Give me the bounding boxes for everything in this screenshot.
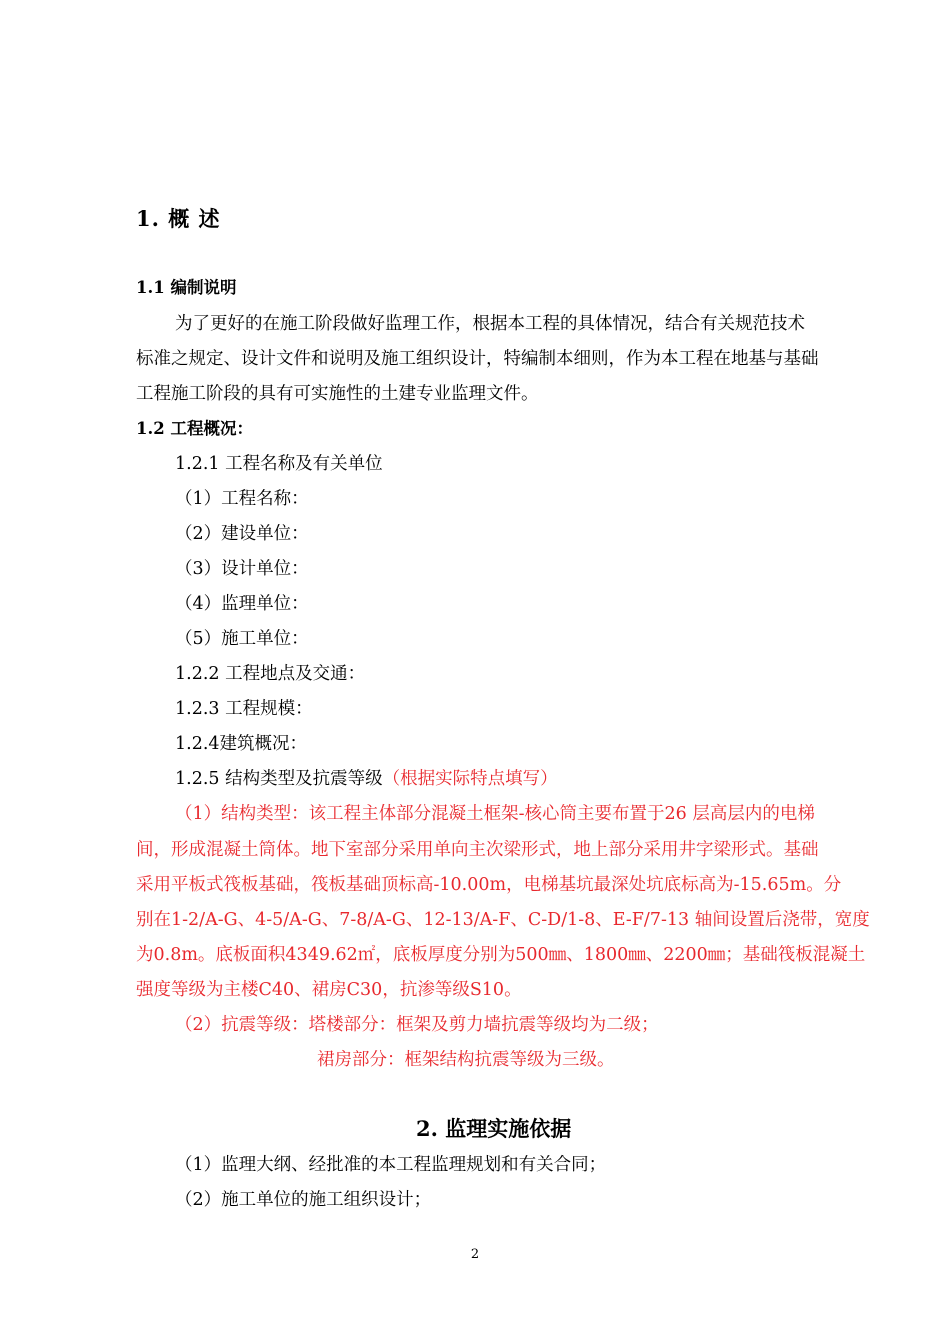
structure-paragraph-line: 别在1-2/A-G、4-5/A-G、7-8/A-G、12-13/A-F、C-D/1-8、E-F/7-13 轴间设置后浇带，宽度	[136, 910, 870, 930]
subsection-1-2-5	[175, 767, 558, 791]
section-heading-basis: 2. 监理实施依据	[416, 1116, 572, 1141]
structure-paragraph-line: （1）结构类型：该工程主体部分混凝土框架-核心筒主要布置于26 层高层内的电梯	[175, 804, 815, 824]
list-item: （5）施工单位：	[175, 629, 309, 649]
fill-in-note: （根据实际特点填写）	[382, 769, 558, 789]
paragraph-line: 标准之规定、设计文件和说明及施工组织设计，特编制本细则，作为本工程在地基与基础	[136, 349, 819, 369]
list-item: （4）监理单位：	[175, 594, 309, 614]
list-item: （1）监理大纲、经批准的本工程监理规划和有关合同；	[175, 1155, 607, 1175]
paragraph-line: 工程施工阶段的具有可实施性的土建专业监理文件。	[136, 384, 539, 404]
subsection-title-1-2: 1.2 工程概况：	[136, 419, 253, 438]
list-item: （3）设计单位：	[175, 559, 309, 579]
subsection-1-2-4: 1.2.4建筑概况：	[175, 734, 308, 754]
list-item: （2）施工单位的施工组织设计；	[175, 1190, 432, 1210]
subsection-1-2-5-title: 1.2.5 结构类型及抗震等级	[175, 769, 383, 789]
structure-paragraph-line: 采用平板式筏板基础，筏板基础顶标高-10.00m，电梯基坑最深处坑底标高为-15.65m。分	[136, 875, 842, 895]
subsection-title-1-1: 1.1 编制说明	[136, 278, 237, 297]
section-heading-overview: 1. 概 述	[136, 206, 221, 231]
structure-paragraph-line: 为0.8m。底板面积4349.62㎡，底板厚度分别为500㎜、1800㎜、2200㎜；基础筏板混凝土	[136, 945, 866, 965]
subsection-1-2-1: 1.2.1 工程名称及有关单位	[175, 454, 383, 474]
page-number: 2	[470, 1247, 480, 1262]
structure-paragraph-line: 强度等级为主楼C40、裙房C30，抗渗等级S10。	[136, 980, 522, 1000]
seismic-grade-line: （2）抗震等级：塔楼部分：框架及剪力墙抗震等级均为二级；	[175, 1015, 659, 1035]
list-item: （1）工程名称：	[175, 489, 309, 509]
subsection-1-2-3: 1.2.3 工程规模：	[175, 699, 313, 719]
seismic-grade-line: 裙房部分：框架结构抗震等级为三级。	[317, 1050, 615, 1070]
list-item: （2）建设单位：	[175, 524, 309, 544]
subsection-1-2-2: 1.2.2 工程地点及交通：	[175, 664, 366, 684]
structure-paragraph-line: 间，形成混凝土筒体。地下室部分采用单向主次梁形式，地上部分采用井字梁形式。基础	[136, 840, 819, 860]
paragraph-line: 为了更好的在施工阶段做好监理工作，根据本工程的具体情况，结合有关规范技术	[175, 314, 805, 334]
